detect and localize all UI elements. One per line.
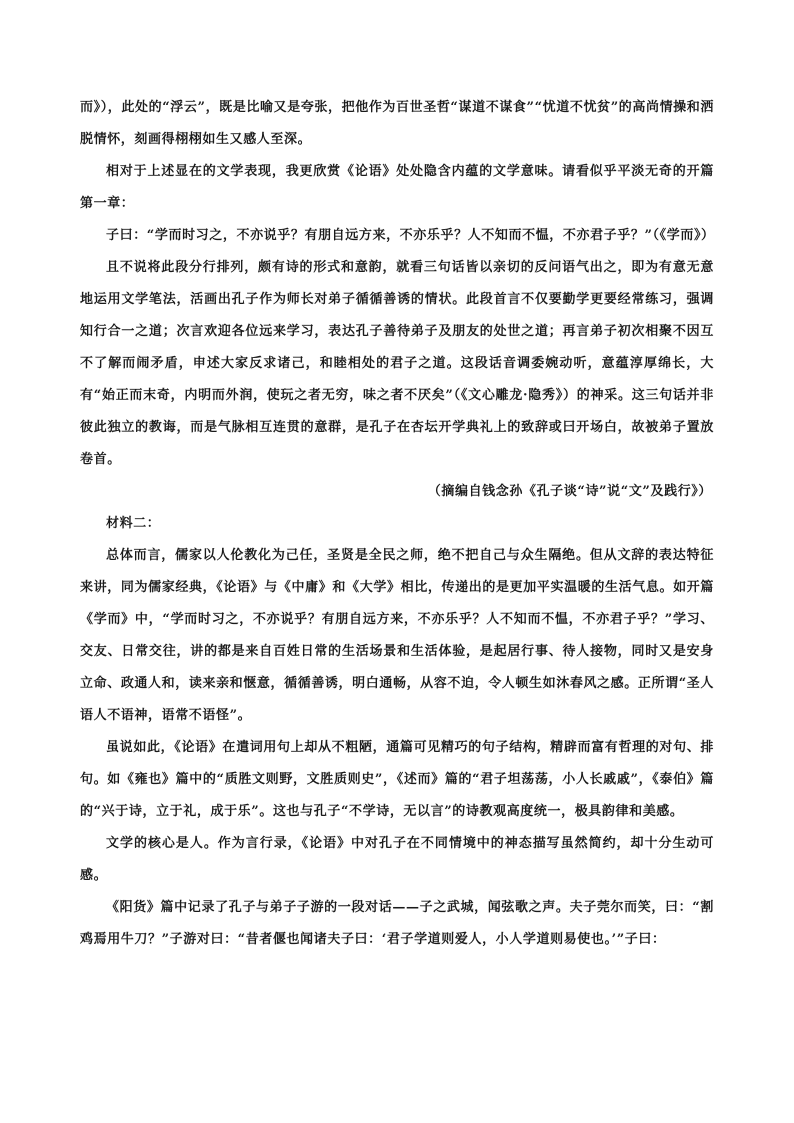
paragraph-8: 文学的核心是人。作为言行录，《论语》中对孔子在不同情境中的神态描写虽然简约，却十分生动可感。 <box>80 836 714 883</box>
paragraph-9: 《阳货》篇中记录了孔子与弟子子游的一段对话——子之武城，闻弦歌之声。夫子莞尔而笑，曰：“割鸡焉用牛刀？”子游对曰：“昔者偃也闻诸夫子曰：‘君子学道则爱人，小人学道则易使也。’”子曰： <box>80 900 714 947</box>
paragraph-6: 总体而言，儒家以人伦教化为己任，圣贤是全民之师，绝不把自己与众生隔绝。但从文辞的表达特征来讲，同为儒家经典，《论语》与《中庸》和《大学》相比，传递出的是更加平实温暖的生活气息。如开篇《学而》中，“学而时习之，不亦说乎？有朋自远方来，不亦乐乎？人不知而不愠，不亦君子乎？”学习、交友、日常交往，讲的都是来自百姓日常的生活场景和生活体验，是起居行事、待人接物，同时又是安身立命、政通人和，读来亲和惬意，循循善诱，明白通畅，从容不迫，令人顿生如沐春风之感。正所谓“圣人语人不语神，语常不语怪”。 <box>80 548 714 723</box>
material-two-heading: 材料二： <box>106 516 161 531</box>
paragraph-1: 而》），此处的“浮云”，既是比喻又是夸张，把他作为百世圣哲“谋道不谋食”“忧道不忧贫”的高尚情操和洒脱情怀，刻画得栩栩如生又感人至深。 <box>80 100 714 147</box>
paragraph-2: 相对于上述显在的文学表现，我更欣赏《论语》处处隐含内蕴的文学意味。请看似乎平淡无奇的开篇第一章： <box>80 164 714 211</box>
paragraph-7: 虽说如此，《论语》在遣词用句上却从不粗陋，通篇可见精巧的句子结构，精辟而富有哲理的对句、排句。如《雍也》篇中的“质胜文则野，文胜质则史”，《述而》篇的“君子坦荡荡，小人长戚戚”，《泰伯》篇的“兴于诗，立于礼，成于乐”。这也与孔子“不学诗，无以言”的诗教观高度统一，极具韵律和美感。 <box>80 740 714 819</box>
source-citation: （摘编自钱念孙《孔子谈“诗”说“文”及践行》） <box>427 484 712 499</box>
paragraph-4: 且不说将此段分行排列，颇有诗的形式和意韵，就看三句话皆以亲切的反问语气出之，即为有意无意地运用文学笔法，活画出孔子作为师长对弟子循循善诱的情状。此段首言不仅要勤学更要经常练习，强调知行合一之道；次言欢迎各位远来学习，表达孔子善待弟子及朋友的处世之道；再言弟子初次相聚不因互不了解而闹矛盾，申述大家反求诸己，和睦相处的君子之道。这段话音调委婉动听，意蕴淳厚绵长，大有“始正而末奇，内明而外润，使玩之者无穷，味之者不厌矣”（《文心雕龙·隐秀》）的神采。这三句话并非彼此独立的教诲，而是气脉相互连贯的意群，是孔子在杏坛开学典礼上的致辞或曰开场白，故被弟子置放卷首。 <box>80 260 714 467</box>
paragraph-3-quote: 子曰：“学而时习之，不亦说乎？有朋自远方来，不亦乐乎？人不知而不愠，不亦君子乎？”（《学而》） <box>106 228 715 243</box>
